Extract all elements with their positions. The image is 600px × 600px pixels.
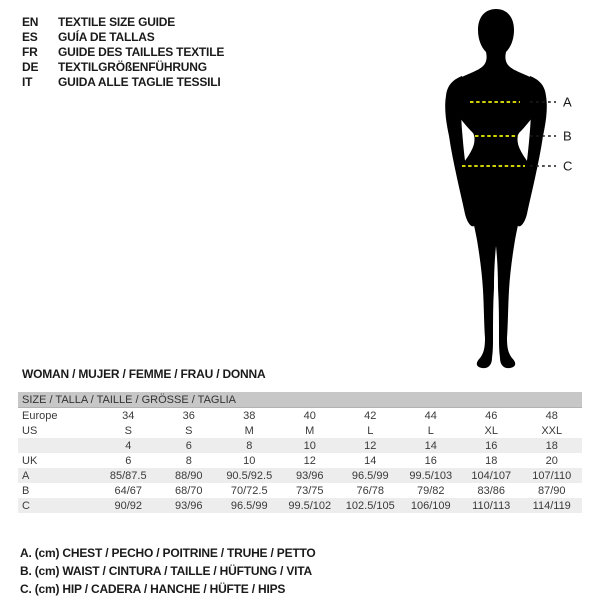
size-cell: 93/96 xyxy=(280,468,341,483)
size-cell: 87/90 xyxy=(537,484,566,497)
size-cell: 106/109 xyxy=(401,498,462,513)
size-cell: 46 xyxy=(485,409,498,422)
woman-silhouette xyxy=(445,9,547,368)
size-cell: 18 xyxy=(485,454,498,467)
size-cell: 10 xyxy=(280,438,341,453)
size-cell: 36 xyxy=(182,409,195,422)
marker-label-a: A xyxy=(563,94,572,110)
language-row xyxy=(22,30,224,45)
size-table xyxy=(18,392,582,513)
language-label: GUÍA DE TALLAS xyxy=(58,30,155,44)
row-label xyxy=(18,438,98,453)
size-cell: 8 xyxy=(185,454,192,467)
size-cell: M xyxy=(305,424,315,437)
size-cell: 4 xyxy=(98,438,159,453)
language-row xyxy=(22,15,224,30)
size-cell: 10 xyxy=(243,454,256,467)
row-label: Europe xyxy=(22,409,58,422)
legend-line: C. (cm) HIP / CADERA / HANCHE / HÜFTE / HIPS xyxy=(20,582,286,596)
size-cell: 96.5/99 xyxy=(219,498,280,513)
size-cell: 40 xyxy=(303,409,316,422)
size-cell: 107/110 xyxy=(522,468,583,483)
language-label: GUIDA ALLE TAGLIE TESSILI xyxy=(58,75,221,89)
size-cell: 14 xyxy=(364,454,377,467)
size-cell: 64/67 xyxy=(114,484,143,497)
table-row xyxy=(18,498,582,513)
language-label: TEXTILGRÖßENFÜHRUNG xyxy=(58,60,207,74)
size-cell: XXL xyxy=(541,424,563,437)
size-cell: 18 xyxy=(522,438,583,453)
row-label: C xyxy=(18,498,98,513)
size-cell: S xyxy=(185,424,193,437)
size-cell: 110/113 xyxy=(461,498,522,513)
size-cell: 6 xyxy=(159,438,220,453)
language-list xyxy=(22,15,224,90)
size-cell: 79/82 xyxy=(416,484,445,497)
size-cell: 76/78 xyxy=(356,484,385,497)
legend-line: B. (cm) WAIST / CINTURA / TAILLE / HÜFTUNG / VITA xyxy=(20,564,312,578)
table-row xyxy=(18,423,582,438)
language-code: DE xyxy=(22,60,39,74)
marker-label-c: C xyxy=(563,158,573,174)
legend-line: A. (cm) CHEST / PECHO / POITRINE / TRUHE / PETTO xyxy=(20,546,316,560)
language-code: EN xyxy=(22,15,39,29)
size-cell: L xyxy=(427,424,434,437)
size-cell: 83/86 xyxy=(477,484,506,497)
language-code: FR xyxy=(22,45,38,59)
size-cell: 96.5/99 xyxy=(340,468,401,483)
language-label: GUIDE DES TAILLES TEXTILE xyxy=(58,45,225,59)
row-label: US xyxy=(22,424,38,437)
section-title: WOMAN / MUJER / FEMME / FRAU / DONNA xyxy=(22,367,266,381)
size-cell: 8 xyxy=(219,438,280,453)
size-cell: 70/72.5 xyxy=(230,484,268,497)
size-cell: XL xyxy=(484,424,498,437)
size-cell: 20 xyxy=(545,454,558,467)
size-cell: 99.5/103 xyxy=(401,468,462,483)
size-cell: 44 xyxy=(424,409,437,422)
marker-label-b: B xyxy=(563,128,572,144)
language-label: TEXTILE SIZE GUIDE xyxy=(58,15,176,29)
legend xyxy=(20,544,316,598)
size-cell: 16 xyxy=(424,454,437,467)
size-cell: 38 xyxy=(243,409,256,422)
size-cell: 12 xyxy=(340,438,401,453)
row-label: UK xyxy=(22,454,38,467)
table-row xyxy=(18,483,582,498)
size-cell: 104/107 xyxy=(461,468,522,483)
size-cell: 114/119 xyxy=(522,498,583,513)
size-cell: L xyxy=(367,424,374,437)
size-cell: 48 xyxy=(545,409,558,422)
size-cell: 88/90 xyxy=(159,468,220,483)
language-code: IT xyxy=(22,75,33,89)
size-cell: 93/96 xyxy=(159,498,220,513)
size-cell: 68/70 xyxy=(174,484,203,497)
size-cell: M xyxy=(244,424,254,437)
woman-silhouette-figure xyxy=(426,6,600,372)
size-table-body xyxy=(18,392,582,513)
size-cell: 102.5/105 xyxy=(340,498,401,513)
table-header-row xyxy=(18,392,582,408)
row-label: A xyxy=(18,468,98,483)
size-cell: 99.5/102 xyxy=(280,498,341,513)
size-cell: 90/92 xyxy=(98,498,159,513)
table-row xyxy=(18,468,582,483)
row-label: B xyxy=(22,484,30,497)
size-cell: 90.5/92.5 xyxy=(219,468,280,483)
size-cell: 14 xyxy=(401,438,462,453)
language-row xyxy=(22,75,224,90)
size-cell: 42 xyxy=(364,409,377,422)
table-row xyxy=(18,408,582,424)
table-row xyxy=(18,453,582,468)
size-cell: 73/75 xyxy=(295,484,324,497)
language-row xyxy=(22,45,224,60)
size-cell: 6 xyxy=(125,454,132,467)
table-row xyxy=(18,438,582,453)
table-header-label: SIZE / TALLA / TAILLE / GRÖSSE / TAGLIA xyxy=(18,392,582,408)
size-cell: S xyxy=(124,424,132,437)
language-row xyxy=(22,60,224,75)
size-cell: 34 xyxy=(122,409,135,422)
language-code: ES xyxy=(22,30,38,44)
size-cell: 16 xyxy=(461,438,522,453)
size-cell: 85/87.5 xyxy=(98,468,159,483)
size-cell: 12 xyxy=(303,454,316,467)
